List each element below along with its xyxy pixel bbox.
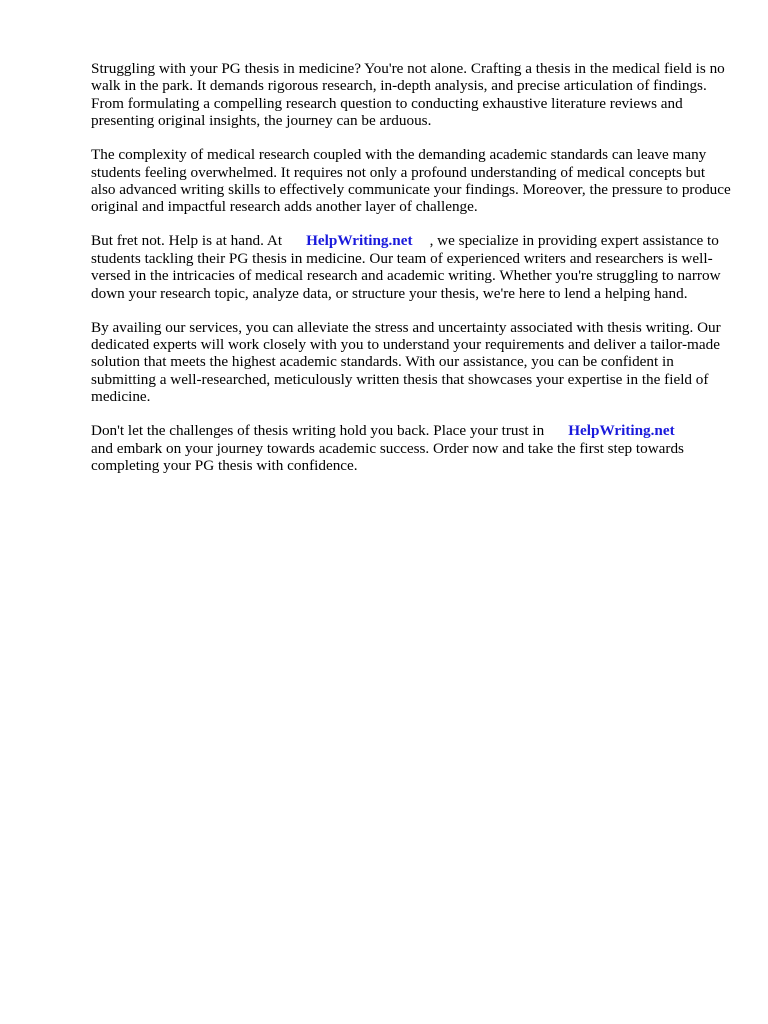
helpwriting-link[interactable]: HelpWriting.net (306, 232, 413, 250)
paragraph-complexity: The complexity of medical research coupled with the demanding academic standards can leave many students feeling overwhelmed. It requires not only a profound understanding of medical concepts but also advanced writing skills to effectively communicate your findings. Moreover, the pressure to produce original and impactful research adds another layer of challenge. (91, 146, 731, 216)
paragraph-closing (91, 422, 731, 474)
paragraph-help-text-before: But fret not. Help is at hand. At (91, 232, 283, 250)
paragraph-closing-text-after: and embark on your journey towards academic success. Order now and take the first step towards completing your PG thesis with confidence. (91, 439, 684, 475)
paragraph-help (91, 232, 731, 302)
paragraph-intro: Struggling with your PG thesis in medicine? You're not alone. Crafting a thesis in the medical field is no walk in the park. It demands rigorous research, in-depth analysis, and precise articulation of findings. From formulating a compelling research question to conducting exhaustive literature reviews and presenting original insights, the journey can be arduous. (91, 60, 725, 130)
helpwriting-link-closing[interactable]: HelpWriting.net (568, 422, 675, 440)
paragraph-help-text-after: , we specialize in providing expert assistance to students tackling their PG thesis in medicine. Our team of experienced writers and researchers is well-versed in the intricacies of medical research and academic writing. Whether you're struggling to narrow down your research topic, analyze data, or structure your thesis, we're here to lend a helping hand. (91, 232, 721, 302)
paragraph-closing-text-before: Don't let the challenges of thesis writing hold you back. Place your trust in (91, 422, 545, 440)
paragraph-services: By availing our services, you can alleviate the stress and uncertainty associated with thesis writing. Our dedicated experts will work closely with you to understand your requirements and deliver a tailor-made solution that meets the highest academic standards. With our assistance, you can be confident in submitting a well-researched, meticulously written thesis that showcases your expertise in the field of medicine. (91, 318, 721, 406)
document-body (91, 60, 731, 491)
